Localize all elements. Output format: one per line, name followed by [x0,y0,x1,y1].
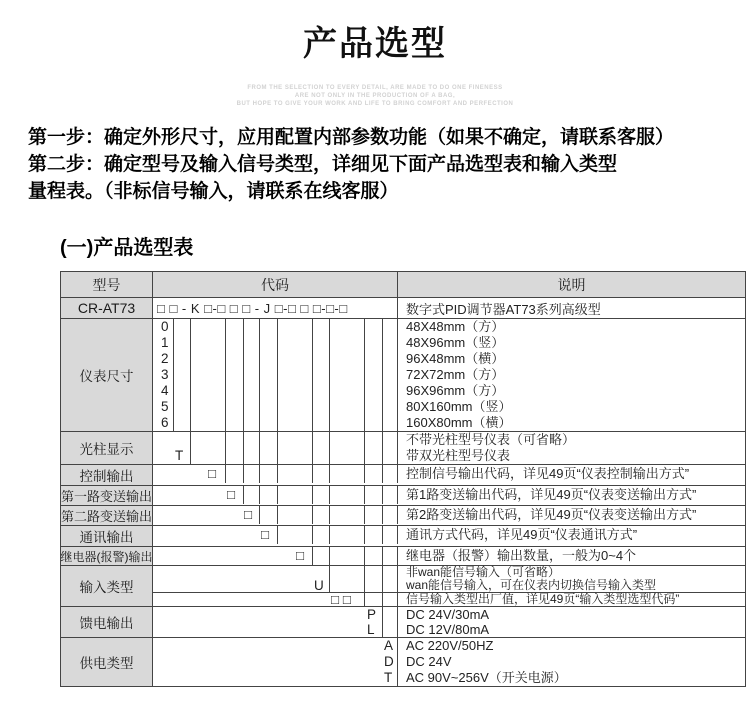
description-text: 不带光柱型号仪表（可省略） [406,432,576,447]
description-cell [398,593,745,606]
table-row [61,637,745,686]
code-value: 0 [161,319,169,334]
table-row [61,546,745,565]
description-text: 80X160mm（竖） [406,399,512,414]
description-cell [398,486,745,504]
watermark-line-3: BUT HOPE TO GIVE YOUR WORK AND LIFE TO BRING COMFORT AND PERFECTION [236,101,514,107]
code-cell [153,432,398,464]
description-cell [398,432,745,464]
watermark-line-2: ARE NOT ONLY IN THE PRODUCTION OF A BAG, [294,93,456,99]
code-value: □ [296,548,305,563]
description-text: AC 220V/50HZ [406,638,494,653]
row-label: 输入类型 [61,566,153,606]
code-value: 1 [161,335,169,350]
code-cell [153,465,398,483]
code-cell [153,566,398,592]
table-row [61,565,745,606]
page-title: 产品选型 [303,25,447,63]
description-text: 带双光柱型号仪表 [406,448,511,463]
row-label: 继电器(报警)输出 [61,547,153,565]
code-value: T [384,670,393,685]
description-cell [398,566,745,592]
watermark-line-1: FROM THE SELECTION TO EVERY DETAIL, ARE MADE TO DO ONE FINENESS [247,85,503,91]
header-description: 说明 [557,276,586,293]
code-value: T [175,448,184,463]
table-row [61,505,745,525]
step-line-2: 第二步：确定型号及输入信号类型，详细见下面产品选型表和输入类型 [28,154,618,175]
description-text: wan能信号输入，可在仪表内切换信号输入类型 [406,578,657,592]
description-cell [398,465,745,483]
table-row [61,431,745,464]
description-text: DC 24V/30mA [406,607,490,622]
description-cell [398,319,745,431]
description-text: DC 12V/80mA [406,622,490,637]
code-cell [153,506,398,524]
description-text: 控制信号输出代码，详见49页“仪表控制输出方式” [406,466,690,481]
code-value: D [384,654,394,669]
table-row [61,485,745,505]
description-text: 第1路变送输出代码，详见49页“仪表变送输出方式” [406,487,697,502]
product-selection-page [0,24,750,701]
description-text: 72X72mm（方） [406,367,505,382]
description-cell [398,506,745,524]
code-value: 2 [161,351,169,366]
code-value: 4 [161,383,169,398]
model-code-template: □ □ - K □-□ □ □ - J □-□ □ □-□-□ [157,300,348,316]
row-label: 第二路变送输出 [61,506,153,525]
model-code-row [61,297,745,318]
code-cell [153,319,398,431]
description-text: 第2路变送输出代码，详见49页“仪表变送输出方式” [406,507,697,522]
row-label: 光柱显示 [61,432,153,464]
description-text: 信号输入类型出厂值，详见49页“输入类型选型代码” [406,592,680,606]
code-value: 5 [161,399,169,414]
code-value: □ [244,507,253,522]
code-value: □ [208,466,217,481]
table-header-row [61,272,745,297]
watermark-text [0,84,750,108]
code-cell [153,638,398,686]
code-value: A [384,638,394,653]
code-value: L [367,622,375,637]
description-text: 继电器（报警）输出数量，一般为0~4个 [406,548,637,563]
row-label: 第一路变送输出 [61,486,153,505]
code-value: P [367,607,377,622]
description-cell [398,607,745,637]
section-title: (一)产品选型表 [60,237,194,259]
code-value: U [314,578,324,593]
table-row [61,318,745,431]
description-text: 48X48mm（方） [406,319,505,334]
step-line-1: 第一步：确定外形尺寸，应用配置内部参数功能（如果不确定，请联系客服） [28,127,675,148]
code-cell [153,547,398,565]
code-value: □ [261,527,270,542]
header-model: 型号 [61,272,153,297]
step-line-3: 量程表。（非标信号输入，请联系在线客服） [28,181,399,202]
row-label: 仪表尺寸 [61,319,153,431]
description-text: 48X96mm（竖） [406,335,505,350]
description-text: DC 24V [406,654,452,669]
code-value: □ [227,487,236,502]
description-cell [398,547,745,565]
code-value: □ □ [331,592,352,607]
row-label: 供电类型 [61,638,153,686]
description-cell [398,526,745,544]
table-row [61,525,745,546]
row-label: 控制输出 [61,465,153,485]
description-text: 96X48mm（横） [406,351,505,366]
table-row [61,464,745,485]
ordering-steps [28,124,750,205]
description-text: 通讯方式代码，详见49页“仪表通讯方式” [406,527,638,542]
product-selection-table [60,271,746,687]
code-cell [153,607,398,637]
code-cell [153,486,398,504]
code-value: 6 [161,415,169,430]
code-cell [153,526,398,544]
description-text: AC 90V~256V（开关电源） [406,670,567,685]
header-code: 代码 [153,272,398,297]
code-value: 3 [161,367,169,382]
description-text: 160X80mm（横） [406,415,512,430]
code-cell [153,593,398,606]
row-label: 馈电输出 [61,607,153,637]
row-label: 通讯输出 [61,526,153,546]
model-number: CR-AT73 [61,298,153,318]
description-text: 非wan能信号输入（可省略） [406,565,561,579]
description-cell [398,638,745,686]
description-text: 96X96mm（方） [406,383,505,398]
model-description: 数字式PID调节器AT73系列高级型 [406,301,601,317]
table-row [61,606,745,637]
